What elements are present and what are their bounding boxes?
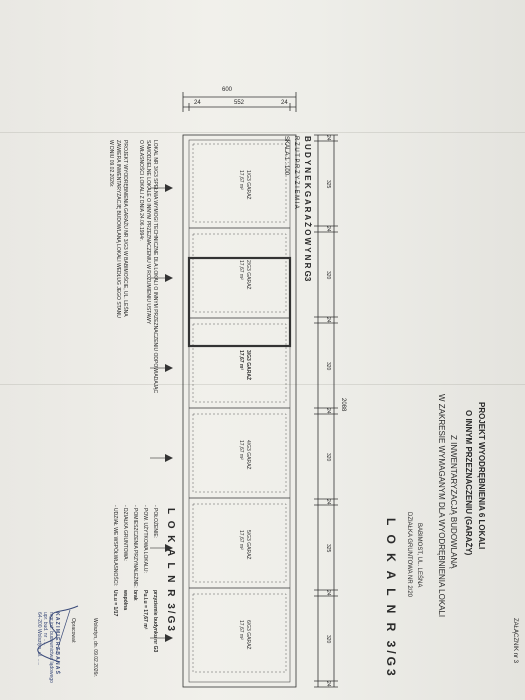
title-line-4: W ZAKRESIE WYMAGANYM DLA WYODRĘBNIENIA LOKALI [437,394,446,618]
side-dimension-value: 320 [325,270,331,279]
location-city: BABIMOST, UL. LEŚNA [416,523,422,588]
lokal-row-value: Ux.u = 1/17 [112,590,118,617]
entry-arrow-icon [165,454,173,462]
signature [30,600,90,670]
dim-total-width: 600 [222,87,233,93]
lokal-section-heading: L O K A L N R 3/G3 [165,508,176,633]
dim-total-length: 2088 [340,398,346,412]
note-line-4: PROJEKT WYODRĘBNIENIA GARAŻU NR 3/G3 W BABIMOŚCIE, UL. LEŚNA [122,140,128,317]
stamp-line-4: 64-200 Wolsztyn, ul. ..... [36,612,42,666]
lokal-row-value: wspólna [122,590,128,611]
lokal-row-label: - POW. UŻYTKOWA LOKALU: [142,505,148,573]
garage-label: 6/G3 GARAŻ [245,620,251,650]
stamp-line-2: mgr inż. budownictwa lądowego [48,612,54,683]
lokal-row-value: brak [132,590,138,601]
garage-area: 17,67 m² [238,530,244,550]
entry-arrow-icon [165,634,173,642]
garage-label: 3/G3 GARAŻ [245,350,251,381]
entry-arrow-icon [165,184,173,192]
garage-area: 17,67 m² [238,260,244,280]
lokal-row-value: przyziemie budynku nr G3 [152,590,158,653]
lokal-row-label: - POMIESZCZENIA PRZYNALEŻNE: [132,505,138,588]
garage-labels [238,170,252,649]
side-dimension-value: 24 [325,135,331,141]
side-dimension-value: 325 [325,179,331,188]
side-dimension-value: 24 [325,499,331,505]
location-plot: DZIAŁKA GRUNTOWA NR 2/20 [406,512,412,598]
garage-label: 5/G3 GARAŻ [245,530,251,560]
side-dimension-value: 325 [325,543,331,552]
side-dimension-value: 320 [325,634,331,643]
side-dimension-value: 320 [325,452,331,461]
title-line-2: O INNYM PRZEZNACZENIU (GARAŻY) [464,410,473,556]
note-line-5: ZAWIERA INWENTARYZACJĘ BUDOWLANĄ LOKALI WEDŁUG JEGO STANU [115,140,121,318]
plan-name: R Z U T P R Z Y Z I E M I A [293,136,299,209]
dim-top-left: 24 [194,100,201,106]
stamp-line-1: K A Z I M I E R Z B A N A Ś [54,612,60,674]
building-outline [183,135,296,687]
garage-area: 17,67 m² [238,170,244,190]
author-label: Opracował: [70,618,76,644]
side-dimension-value: 320 [325,361,331,370]
note-line-3: O WŁASNOŚCI LOKALI Z DNIA 24.06.1994r. [138,140,144,241]
note-line-2: SAMODZIELNE LOKALE O INNYM PRZEZNACZENIU W ROZUMIENIU USTAWY [145,140,151,325]
garage-area: 17,67 m² [238,440,244,460]
garage-label: 1/G3 GARAŻ [245,170,251,200]
place-date: Wolsztyn, dn. 09.02.2026r. [92,618,98,678]
stamp-line-3: upr. bud. nr ..... [42,612,48,646]
side-dimension-value: 24 [325,408,331,414]
side-dimension-value: 24 [325,590,331,596]
side-dimension-value: 24 [325,681,331,687]
garage-area: 17,67 m² [238,620,244,640]
title-line-1: PROJEKT WYODRĘBNIENIA 6 LOKALI [477,402,486,550]
garage-label: 2/G3 GARAŻ [245,260,251,290]
dim-top-right: 24 [281,100,288,106]
title-line-3: Z INWENTARYZACJĄ BUDOWLANĄ [449,435,458,569]
lokal-row-label: - DZIAŁKA GRUNTOWA: [122,505,128,561]
garage-area: 17,67 m² [238,350,244,371]
side-dimension-value: 24 [325,317,331,323]
dim-top-middle: 552 [234,100,245,106]
side-dimension-value: 24 [325,226,331,232]
note-line-6: W DNIU 09.02.2026r. [108,140,114,188]
lokal-row-label: - UDZIAŁ WE WSPÓŁWŁASNOŚCI: [112,505,118,587]
entry-arrow-icon [165,364,173,372]
scale: SKALA 1 : 100 [283,136,289,176]
note-line-1: LOKAL NR 3/G3 SPEŁNIA WYMOGI TECHNICZNE DLA LOKALI O INNYM PRZEZNACZENIU ODPOWIADAJĄC [152,140,158,394]
lokal-heading: L O K A L N R 3/G3 [384,518,398,679]
garage-partitions [189,144,290,672]
building-name: B U D Y N E K G A R A Ż O W Y N R G3 [303,136,312,282]
lokal-row-label: - POŁOŻENIE: [152,505,158,539]
entry-arrow-icon [165,274,173,282]
garage-label: 4/G3 GARAŻ [245,440,251,470]
attachment-label: ZAŁĄCZNIK nr 3 [512,618,518,664]
lokal-row-value: Pu.l.u = 17,67 m² [142,590,148,630]
